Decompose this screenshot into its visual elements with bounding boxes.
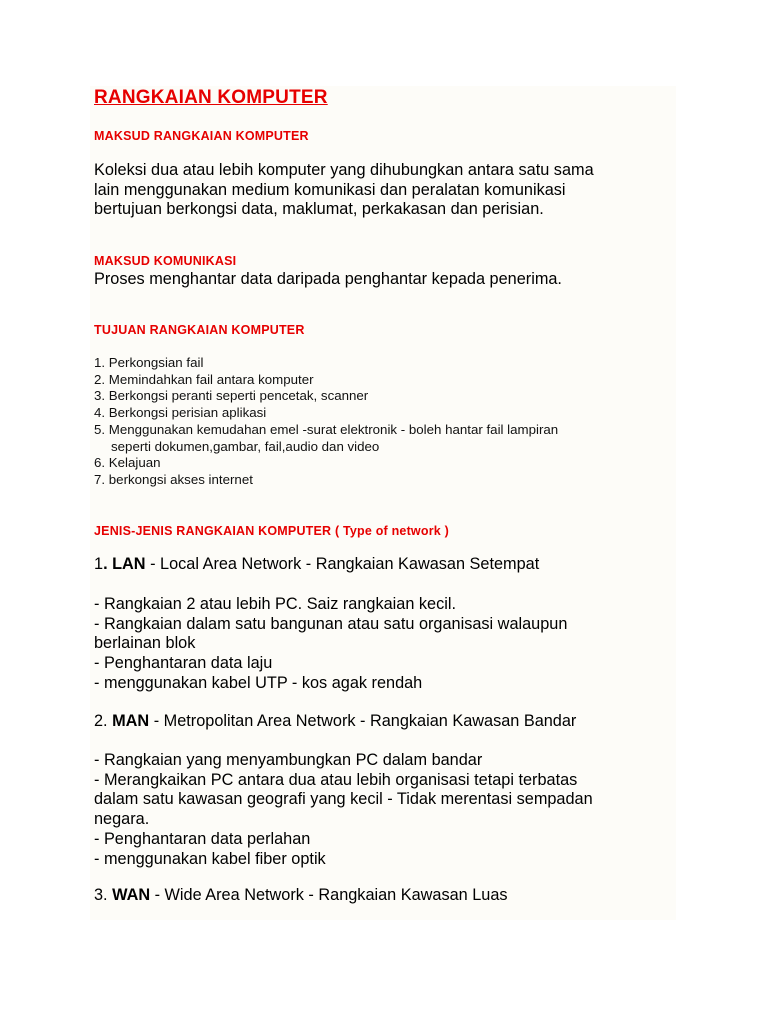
lan-point: - menggunakan kabel UTP - kos agak rendah	[94, 673, 423, 692]
paragraph-line: lain menggunakan medium komunikasi dan peralatan komunikasi	[94, 180, 566, 199]
wan-heading	[94, 886, 508, 906]
wan-abbr: WAN	[112, 886, 151, 904]
list-item: 4. Berkongsi perisian aplikasi	[94, 405, 267, 421]
list-item-continuation: seperti dokumen,gambar, fail,audio dan video	[111, 438, 380, 454]
lan-points	[94, 595, 567, 694]
man-point: negara.	[94, 810, 150, 829]
man-description: - Metropolitan Area Network - Rangkaian Kawasan Bandar	[149, 712, 577, 730]
man-point: - Rangkaian yang menyambungkan PC dalam bandar	[94, 751, 483, 769]
lan-point: - Penghantaran data laju	[94, 654, 273, 673]
list-item: 1. Perkongsian fail	[94, 355, 204, 370]
man-heading	[94, 712, 576, 732]
lan-point: - Rangkaian 2 atau lebih PC. Saiz rangkaian kecil.	[94, 595, 457, 613]
lan-abbr: . LAN	[103, 555, 146, 573]
man-point: dalam satu kawasan geografi yang kecil - Tidak merentasi sempadan	[94, 790, 593, 809]
man-point: - Merangkaikan PC antara dua atau lebih organisasi tetapi terbatas	[94, 770, 578, 789]
jenis-heading-main: JENIS-JENIS RANGKAIAN KOMPUTER	[94, 524, 332, 538]
tujuan-list	[94, 355, 558, 489]
list-item: 2. Memindahkan fail antara komputer	[94, 371, 314, 387]
man-number: 2.	[94, 712, 113, 730]
section-heading-maksud-rangkaian: MAKSUD RANGKAIAN KOMPUTER	[94, 129, 309, 143]
lan-point: berlainan blok	[94, 634, 196, 653]
man-point: - Penghantaran data perlahan	[94, 829, 311, 848]
wan-number: 3.	[94, 886, 113, 904]
list-item: 6. Kelajuan	[94, 455, 161, 471]
man-abbr: MAN	[112, 712, 150, 730]
lan-number: 1	[94, 555, 104, 573]
list-item: 7. berkongsi akses internet	[94, 471, 253, 487]
section-heading-jenis	[94, 524, 449, 538]
lan-point: - Rangkaian dalam satu bangunan atau satu organisasi walaupun	[94, 614, 568, 633]
maksud-rangkaian-paragraph	[94, 161, 594, 220]
lan-heading	[94, 555, 539, 575]
wan-description: - Wide Area Network - Rangkaian Kawasan Luas	[150, 886, 508, 904]
section-heading-tujuan: TUJUAN RANGKAIAN KOMPUTER	[94, 323, 305, 337]
paragraph-line: bertujuan berkongsi data, maklumat, perkakasan dan perisian.	[94, 200, 544, 219]
paragraph-line: Koleksi dua atau lebih komputer yang dihubungkan antara satu sama	[94, 161, 594, 179]
list-item: 3. Berkongsi peranti seperti pencetak, scanner	[94, 388, 369, 404]
document-title: RANGKAIAN KOMPUTER	[94, 87, 328, 108]
list-item: 5. Menggunakan kemudahan emel -surat elektronik - boleh hantar fail lampiran	[94, 421, 559, 437]
man-points	[94, 751, 593, 869]
section-heading-maksud-komunikasi: MAKSUD KOMUNIKASI	[94, 254, 237, 268]
man-point: - menggunakan kabel fiber optik	[94, 849, 326, 868]
jenis-heading-suffix: ( Type of network )	[331, 524, 449, 538]
lan-description: - Local Area Network - Rangkaian Kawasan Setempat	[145, 555, 540, 573]
maksud-komunikasi-text: Proses menghantar data daripada penghantar kepada penerima.	[94, 270, 562, 288]
